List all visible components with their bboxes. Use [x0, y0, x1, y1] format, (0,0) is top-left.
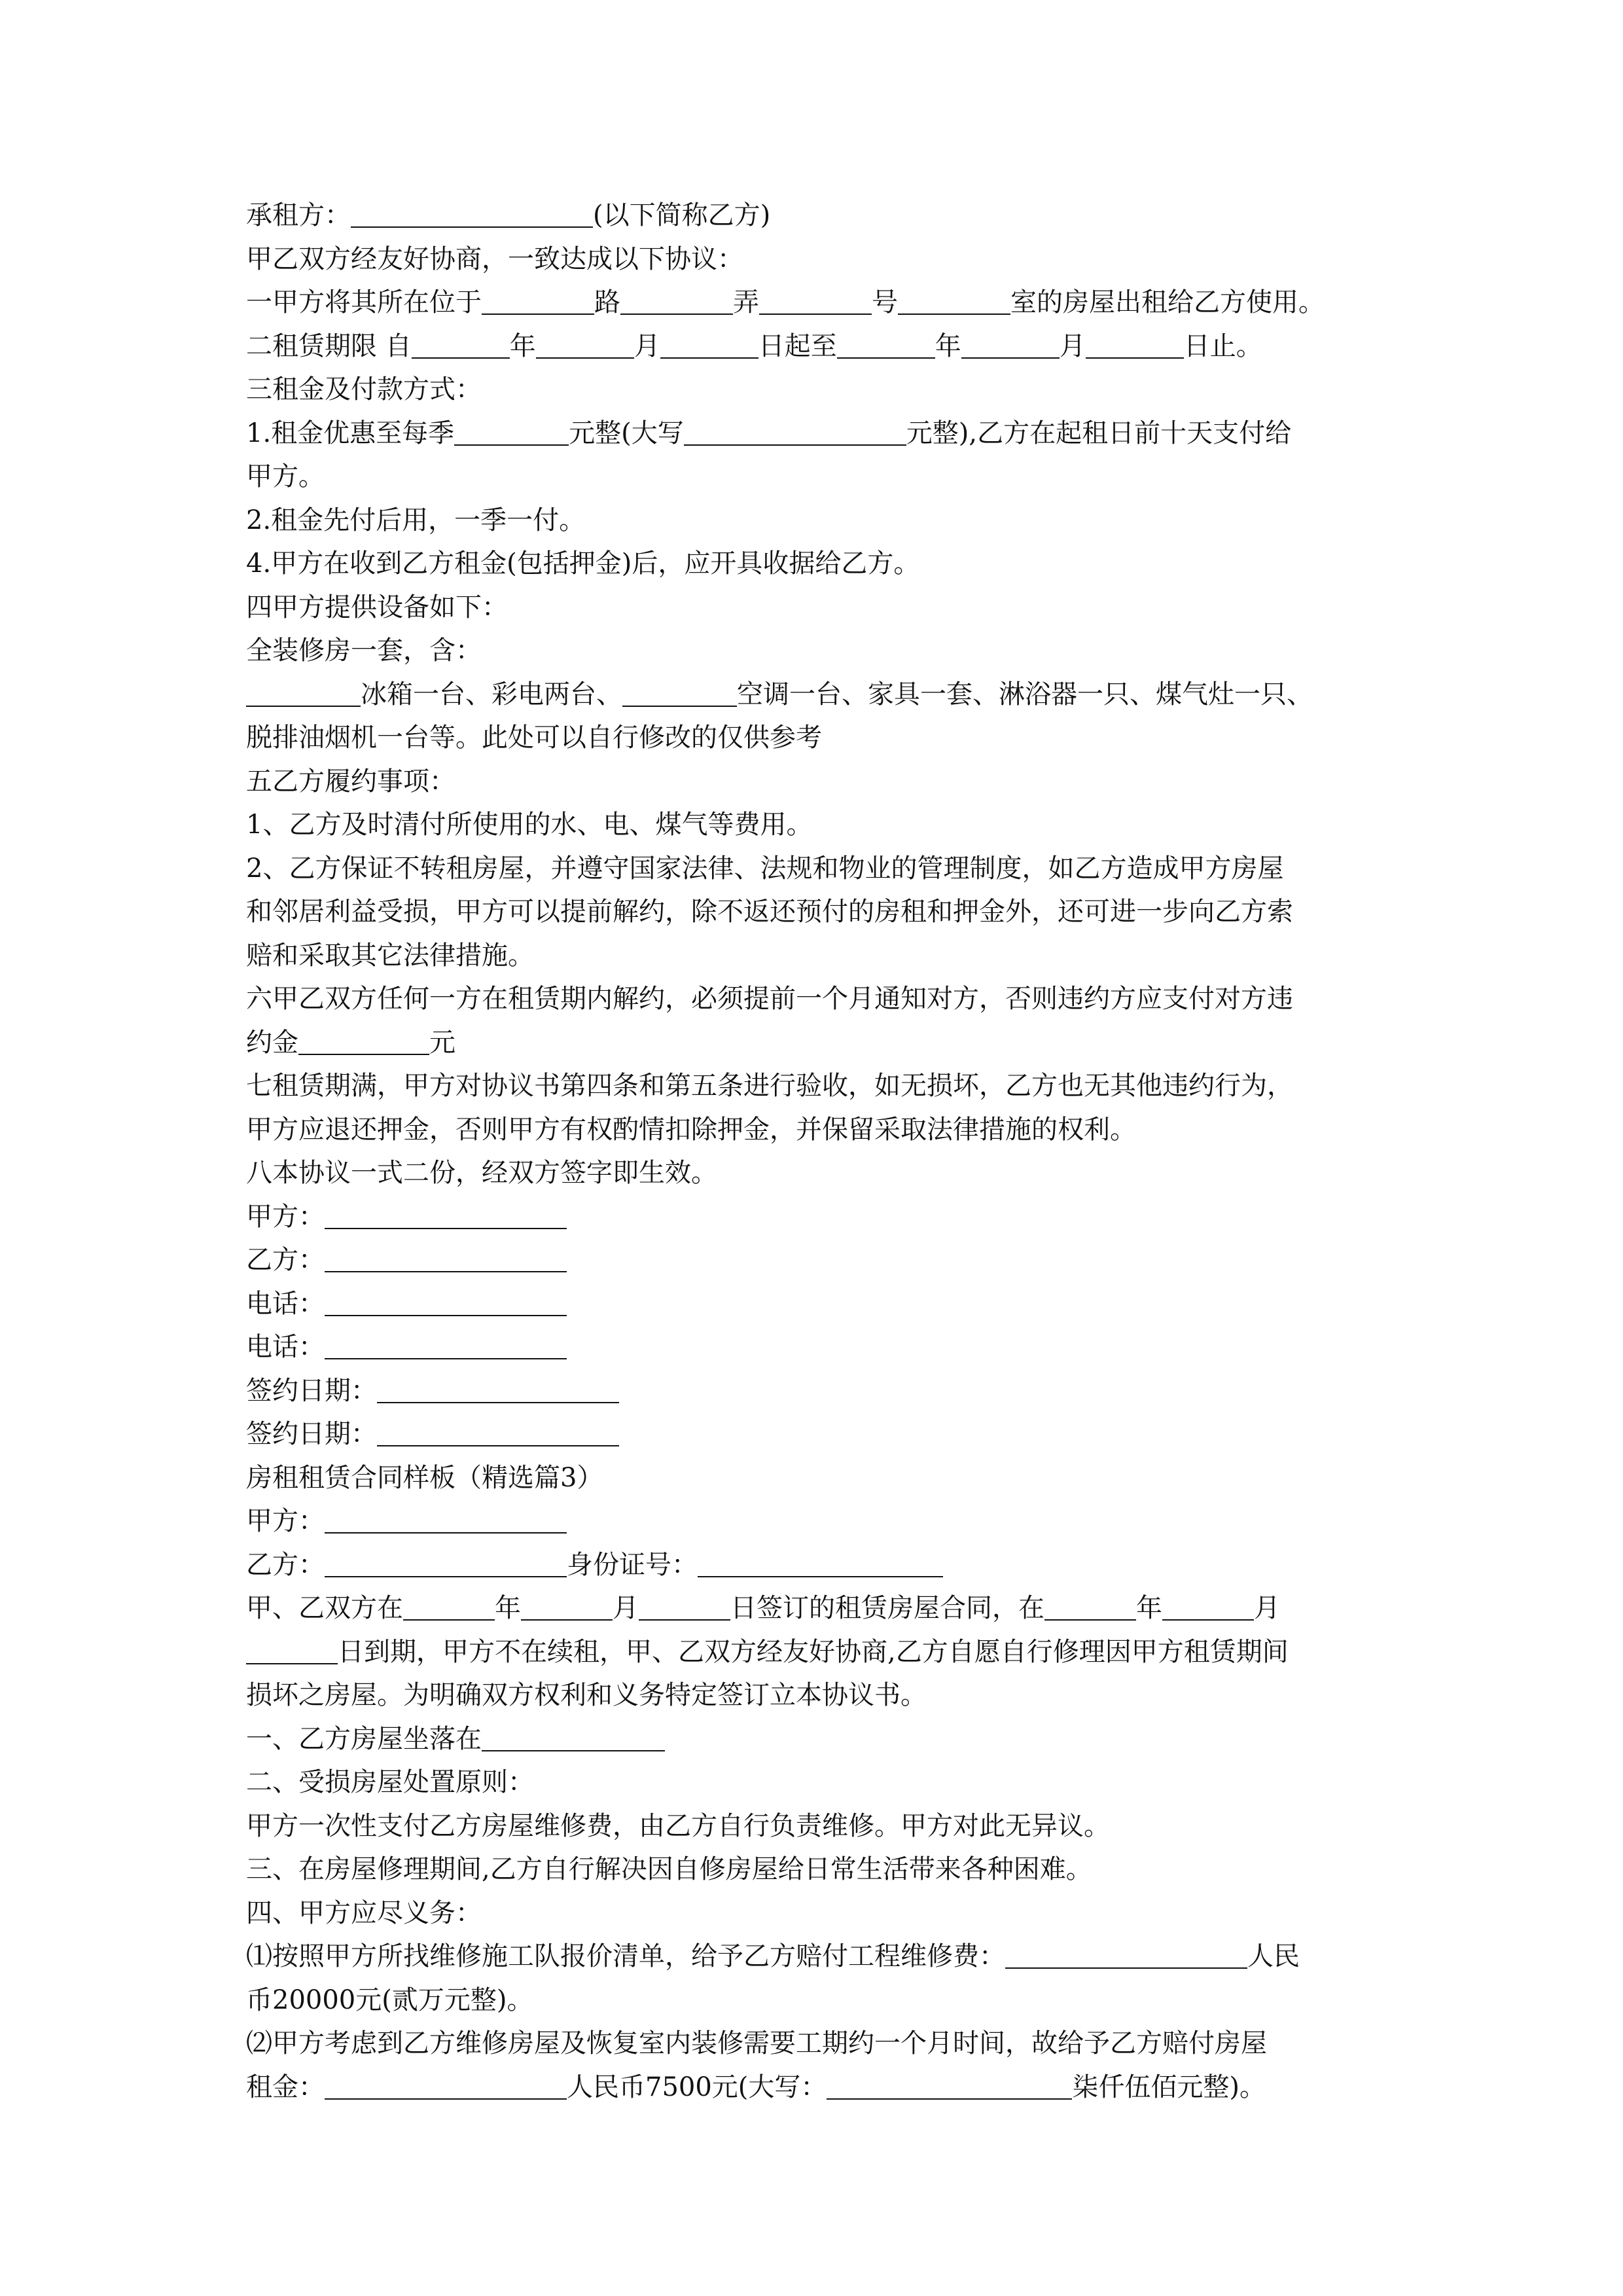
signature-field: 电话： — [246, 1282, 1398, 1326]
doc-line: 日到期，甲方不在续租，甲、乙双方经友好协商,乙方自愿自行修理因甲方租赁期间 — [246, 1630, 1398, 1674]
fill-blank[interactable] — [1086, 329, 1184, 359]
fill-blank[interactable] — [325, 1503, 567, 1534]
fill-blank[interactable] — [639, 1590, 730, 1621]
signature-field: 签约日期： — [246, 1412, 1398, 1456]
fill-blank[interactable] — [660, 329, 758, 359]
section-title: 房租租赁合同样板（精选篇3） — [246, 1462, 603, 1493]
doc-line: 约金 元 — [246, 1021, 1398, 1065]
doc-line: 甲、乙双方在 年 月 日签订的租赁房屋合同，在 年 月 — [246, 1587, 1398, 1630]
doc-line: 六甲乙双方任何一方在租赁期内解约，必须提前一个月通知对方，否则违约方应支付对方违 — [246, 984, 1293, 1014]
doc-line: 甲方。 — [246, 461, 325, 492]
doc-line: 冰箱一台、彩电两台、 空调一台、家具一套、淋浴器一只、煤气灶一只、 — [246, 673, 1398, 717]
doc-line: 和邻居利益受损，甲方可以提前解约，除不返还预付的房租和押金外，还可进一步向乙方索 — [246, 897, 1293, 927]
doc-line: 五乙方履约事项： — [246, 766, 455, 797]
fill-blank[interactable] — [961, 329, 1060, 359]
doc-line: 八本协议一式二份，经双方签字即生效。 — [246, 1158, 717, 1188]
doc-line: ⑵甲方考虑到乙方维修房屋及恢复室内装修需要工期约一个月时间，故给予乙方赔付房屋 — [246, 2028, 1267, 2058]
fill-blank[interactable] — [684, 416, 906, 446]
doc-line: 1、乙方及时清付所使用的水、电、煤气等费用。 — [246, 810, 813, 840]
fill-blank[interactable] — [482, 1721, 665, 1751]
fill-blank[interactable] — [325, 1547, 567, 1577]
doc-line: 2.租金先付后用，一季一付。 — [246, 505, 586, 535]
fill-blank[interactable] — [827, 2070, 1072, 2100]
doc-line: 甲方应退还押金，否则甲方有权酌情扣除押金，并保留采取法律措施的权利。 — [246, 1114, 1136, 1145]
doc-line: 二租赁期限 自 年 月 日起至 年 月 日止。 — [246, 325, 1398, 368]
doc-line: 2、乙方保证不转租房屋，并遵守国家法律、法规和物业的管理制度，如乙方造成甲方房屋 — [246, 853, 1284, 884]
doc-line: 四甲方提供设备如下： — [246, 592, 508, 622]
fill-blank[interactable] — [1005, 1939, 1247, 1969]
doc-line: 承租方： (以下简称乙方) — [246, 194, 1398, 238]
fill-blank[interactable] — [325, 1242, 567, 1272]
doc-line: 甲方一次性支付乙方房屋维修费，由乙方自行负责维修。甲方对此无异议。 — [246, 1810, 1110, 1841]
doc-line: 4.甲方在收到乙方租金(包括押金)后，应开具收据给乙方。 — [246, 548, 920, 579]
fill-blank[interactable] — [1044, 1590, 1136, 1621]
fill-blank[interactable] — [837, 329, 935, 359]
fill-blank[interactable] — [536, 329, 634, 359]
doc-line: 赔和采取其它法律措施。 — [246, 940, 534, 971]
fill-blank[interactable] — [325, 1329, 567, 1359]
fill-blank[interactable] — [698, 1547, 943, 1577]
signature-field: 甲方： — [246, 1499, 1398, 1543]
contract-body — [246, 194, 1398, 2109]
fill-blank[interactable] — [454, 416, 569, 446]
fill-blank[interactable] — [246, 677, 361, 707]
doc-line: 1.租金优惠至每季 元整(大写 元整),乙方在起租日前十天支付给 — [246, 412, 1398, 456]
fill-blank[interactable] — [521, 1590, 613, 1621]
fill-blank[interactable] — [246, 1634, 338, 1664]
fill-blank[interactable] — [377, 1373, 619, 1403]
doc-line: 三租金及付款方式： — [246, 374, 482, 404]
signature-field: 签约日期： — [246, 1369, 1398, 1413]
fill-blank[interactable] — [759, 285, 872, 315]
fill-blank[interactable] — [351, 198, 593, 228]
fill-blank[interactable] — [325, 1286, 567, 1316]
doc-line: 三、在房屋修理期间,乙方自行解决因自修房屋给日常生活带来各种困难。 — [246, 1854, 1092, 1884]
doc-line: 全装修房一套，含： — [246, 636, 482, 666]
signature-field: 电话： — [246, 1325, 1398, 1369]
fill-blank[interactable] — [403, 1590, 495, 1621]
doc-line: 甲乙双方经友好协商，一致达成以下协议： — [246, 243, 743, 274]
fill-blank[interactable] — [377, 1416, 619, 1446]
fill-blank[interactable] — [620, 285, 733, 315]
doc-line: 损坏之房屋。为明确双方权利和义务特定签订立本协议书。 — [246, 1680, 927, 1710]
fill-blank[interactable] — [1162, 1590, 1254, 1621]
signature-field: 甲方： — [246, 1195, 1398, 1239]
fill-blank[interactable] — [325, 1199, 567, 1229]
fill-blank[interactable] — [482, 285, 594, 315]
fill-blank[interactable] — [898, 285, 1010, 315]
fill-blank[interactable] — [325, 2070, 567, 2100]
doc-line: 一、乙方房屋坐落在 — [246, 1717, 1398, 1761]
doc-line: ⑴按照甲方所找维修施工队报价清单，给予乙方赔付工程维修费： 人民 — [246, 1935, 1398, 1979]
fill-blank[interactable] — [622, 677, 737, 707]
doc-line: 币20000元(贰万元整)。 — [246, 1984, 533, 2015]
signature-field: 乙方： — [246, 1238, 1398, 1282]
doc-line: 一甲方将其所在位于 路 弄 号 室的房屋出租给乙方使用。 — [246, 281, 1398, 325]
doc-line: 七租赁期满，甲方对协议书第四条和第五条进行验收，如无损坏，乙方也无其他违约行为， — [246, 1071, 1293, 1101]
fill-blank[interactable] — [412, 329, 510, 359]
doc-line: 脱排油烟机一台等。此处可以自行修改的仅供参考 — [246, 723, 822, 753]
doc-line: 四、甲方应尽义务： — [246, 1897, 482, 1928]
doc-line: 二、受损房屋处置原则： — [246, 1767, 534, 1797]
doc-line: 租金： 人民币7500元(大写： 柒仟伍佰元整)。 — [246, 2066, 1398, 2109]
fill-blank[interactable] — [298, 1025, 429, 1055]
signature-field: 乙方： 身份证号： — [246, 1543, 1398, 1587]
